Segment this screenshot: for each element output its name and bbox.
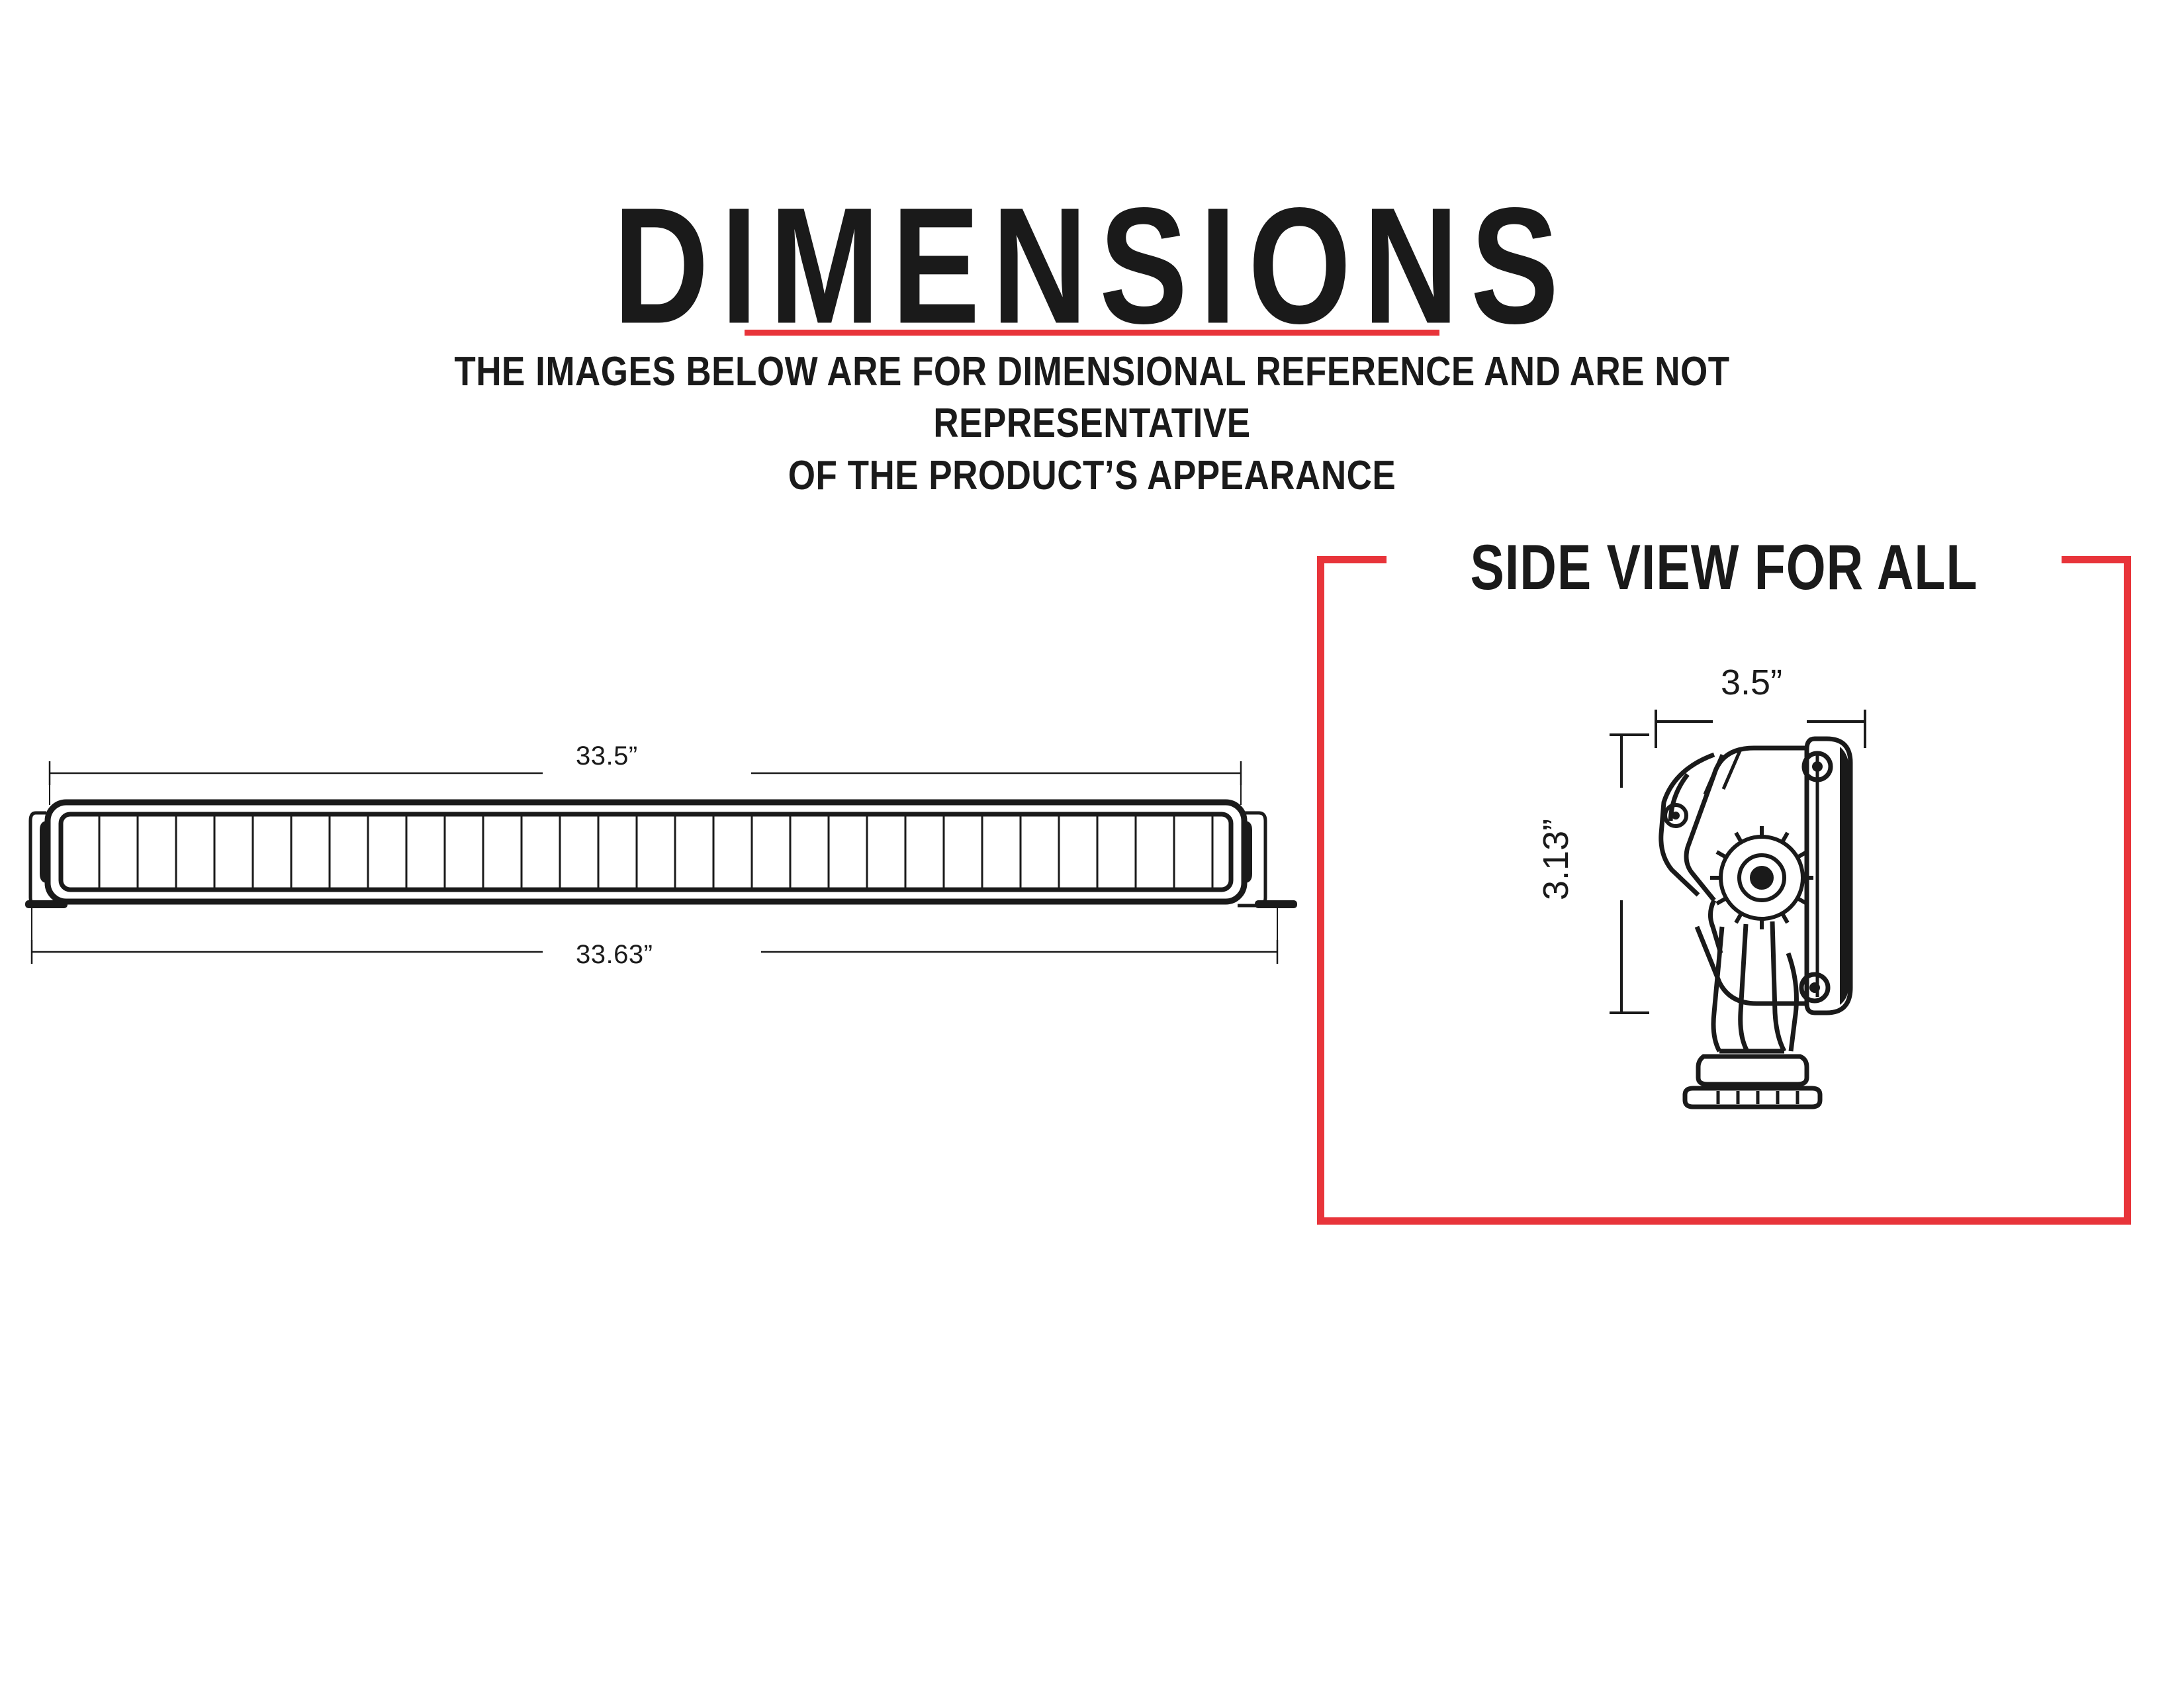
mount-base-ribs (1718, 1091, 1797, 1104)
front-top-dimension-label: 33.5” (576, 741, 638, 771)
light-head-lens-shade (1840, 747, 1849, 1005)
side-height-dimension-label: 3.13” (1536, 818, 1576, 900)
side-height-dimension-line (1610, 735, 1649, 1013)
mount-base-plate (1685, 1056, 1820, 1107)
subtitle-line-2: OF THE PRODUCT’S APPEARANCE (788, 452, 1396, 498)
housing-body (1686, 748, 1807, 1004)
light-bar-bezel (61, 814, 1231, 890)
front-bottom-dimension-label: 33.63” (576, 940, 653, 969)
page-title: DIMENSIONS (613, 173, 1571, 359)
front-view-diagram (20, 741, 1317, 986)
side-view-panel (1317, 530, 2138, 1231)
header (0, 0, 2184, 498)
subtitle-line-1: THE IMAGES BELOW ARE FOR DIMENSIONAL REFERENCE AND ARE NOT REPRESENTATIVE (454, 348, 1730, 447)
bottom-dimension-line (32, 940, 1277, 964)
mount-bracket-legs (1713, 921, 1796, 1051)
side-width-dimension-label: 3.5” (1721, 663, 1783, 702)
side-view-title: SIDE VIEW FOR ALL (1387, 530, 2062, 608)
front-view-drawing (20, 741, 1317, 986)
side-width-dimension-line (1656, 710, 1865, 748)
bracket-bolt-side (1665, 805, 1686, 826)
top-dimension-line (50, 761, 1241, 785)
pivot-knob (1721, 837, 1803, 919)
side-view-drawing (1317, 556, 2131, 1258)
subtitle (397, 346, 1787, 502)
